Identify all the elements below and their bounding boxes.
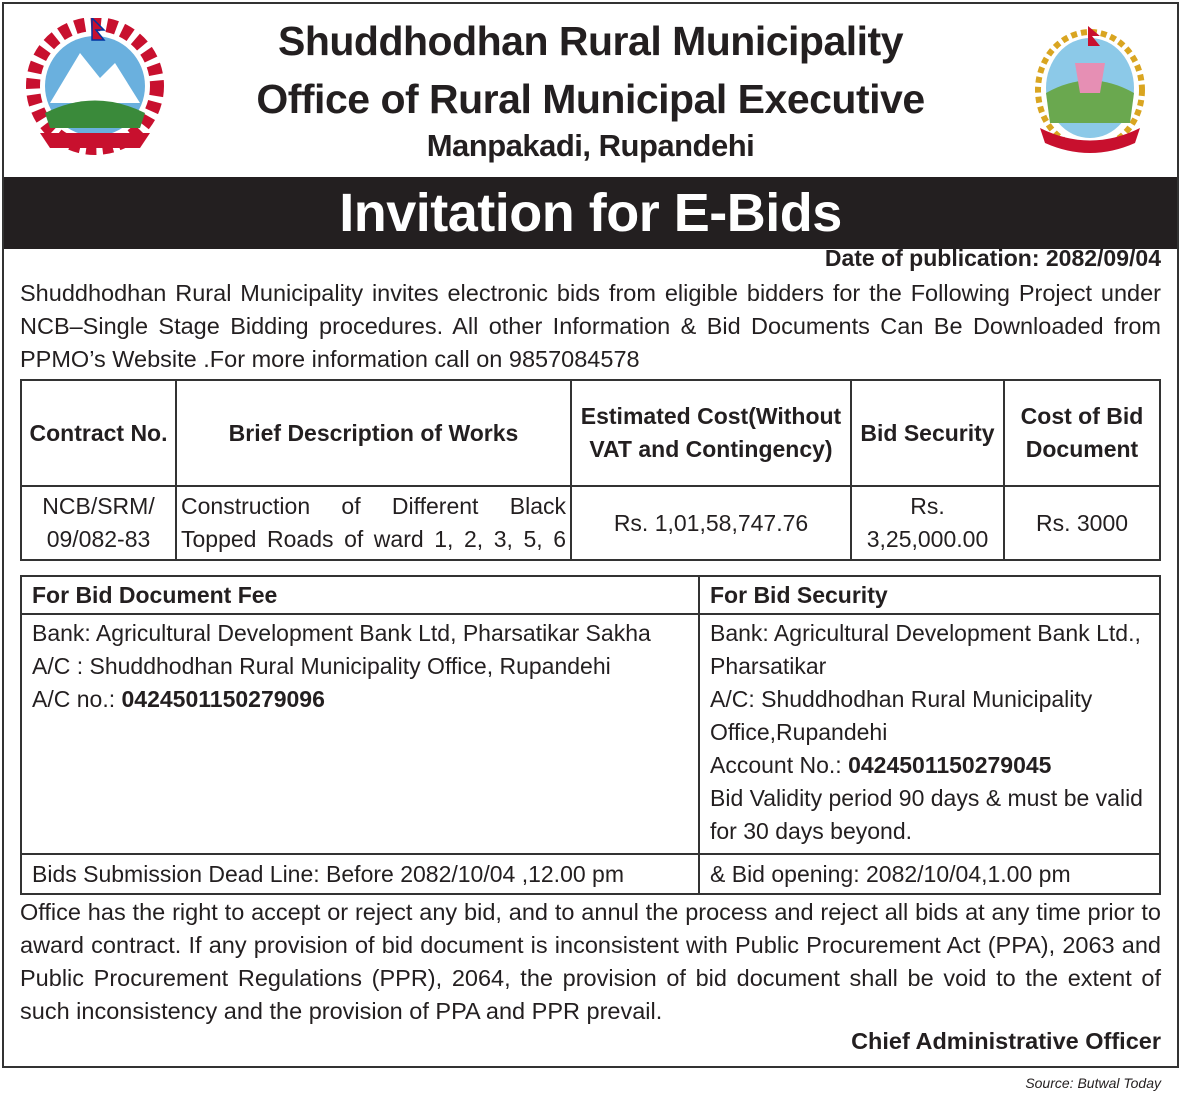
header [0, 0, 1181, 176]
source-credit: Source: Butwal Today [1025, 1075, 1161, 1091]
security-account-number: 0424501150279045 [848, 752, 1052, 778]
document-cost: Rs. 3000 [1004, 486, 1160, 560]
security-heading: For Bid Security [699, 576, 1160, 614]
submission-deadline: Bids Submission Dead Line: Before 2082/10/04 ,12.00 pm [21, 854, 699, 894]
table-header-row [21, 380, 1160, 486]
work-description: Construction of Different Black Topped Roads of ward 1, 2, 3, 5, 6 [176, 486, 571, 560]
bid-security: Rs. 3,25,000.00 [851, 486, 1004, 560]
security-account-name: A/C: Shuddhodhan Rural Municipality Office,Rupandehi [710, 686, 1093, 745]
header-contract-no: Contract No. [21, 380, 176, 486]
header-estimated-cost: Estimated Cost(Without VAT and Contingency) [571, 380, 851, 486]
security-account-label: Account No.: [710, 752, 842, 778]
fee-details [21, 614, 699, 854]
table-row [21, 486, 1160, 560]
estimated-cost: Rs. 1,01,58,747.76 [571, 486, 851, 560]
bank-details-table [20, 575, 1161, 895]
fee-account-label: A/C no.: [32, 686, 116, 712]
header-document-cost: Cost of Bid Document [1004, 380, 1160, 486]
municipality-logo-icon [1020, 18, 1160, 158]
header-description: Brief Description of Works [176, 380, 571, 486]
signatory: Chief Administrative Officer [851, 1028, 1161, 1054]
municipality-name: Shuddhodhan Rural Municipality [277, 18, 904, 64]
publication-date: Date of publication: 2082/09/04 [824, 245, 1161, 271]
header-bid-security: Bid Security [851, 380, 1004, 486]
fee-bank: Bank: Agricultural Development Bank Ltd, Pharsatikar Sakha [32, 620, 651, 646]
bid-opening: & Bid opening: 2082/10/04,1.00 pm [699, 854, 1160, 894]
notice-title: Invitation for E-Bids [4, 177, 1177, 249]
security-bank: Bank: Agricultural Development Bank Ltd., Pharsatikar [710, 620, 1141, 679]
fee-account-number: 0424501150279096 [121, 686, 325, 712]
contract-table [20, 379, 1161, 561]
contract-no: NCB/SRM/ 09/082-83 [21, 486, 176, 560]
fee-account-name: A/C : Shuddhodhan Rural Municipality Office, Rupandehi [32, 653, 611, 679]
office-name: Office of Rural Municipal Executive [256, 76, 925, 122]
intro-paragraph: Shuddhodhan Rural Municipality invites electronic bids from eligible bidders for the Following Project under NCB–Single Stage Bidding procedures. All other Information & Bid Documents Can Be Downloaded from PPMO’s Website .For more information call on 9857084578 [20, 280, 1161, 372]
fee-heading: For Bid Document Fee [21, 576, 699, 614]
terms-paragraph: Office has the right to accept or reject any bid, and to annul the process and reject all bids at any time prior to award contract. If any provision of bid document is inconsistent with Public Procurement Act (PPA), 2063 and Public Procurement Regulations (PPR), 2064, the provision of bid document shall be void to the extent of such inconsistency and the provision of PPA and PPR prevail. [20, 899, 1161, 1024]
bid-validity: Bid Validity period 90 days & must be valid for 30 days beyond. [710, 785, 1143, 844]
office-address: Manpakadi, Rupandehi [426, 128, 755, 163]
security-details [699, 614, 1160, 854]
